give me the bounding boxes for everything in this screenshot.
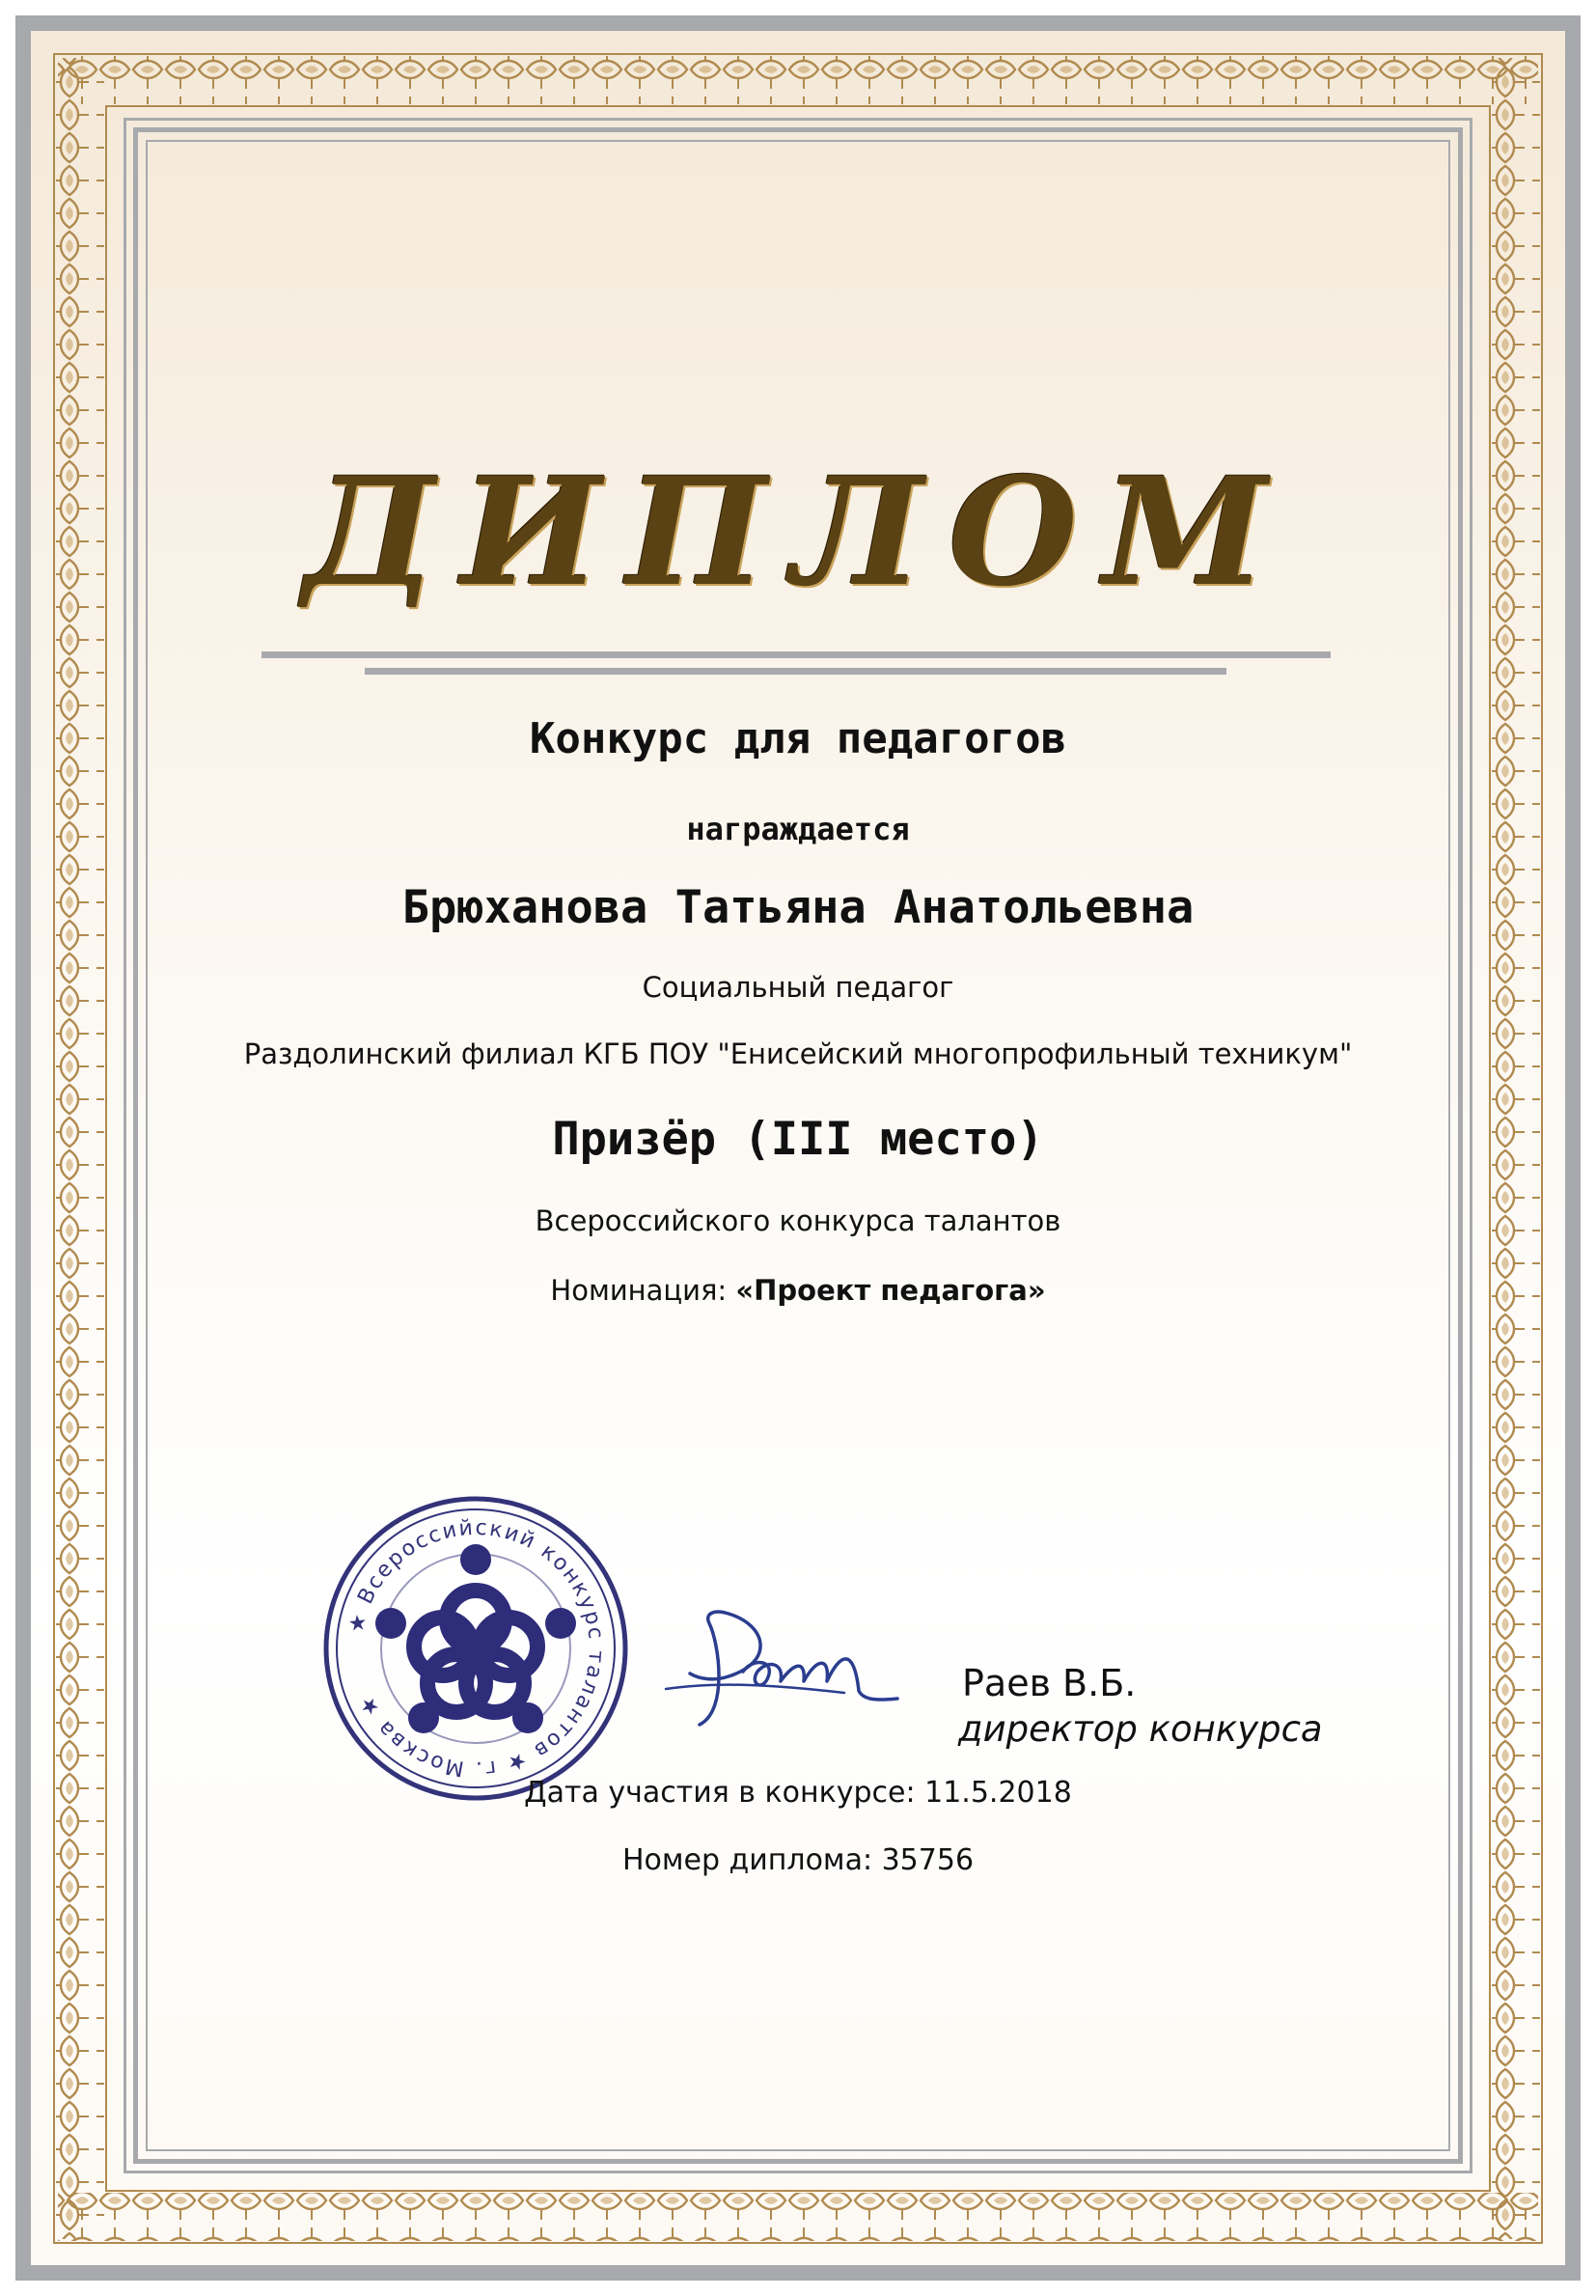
diploma-number: Номер диплома: 35756 [621,1843,975,1877]
recipient-position: Социальный педагог [642,971,954,1004]
prize-title: Призёр (III место) [552,1113,1044,1166]
svg-text:★ Всероссийский конкурс талант: ★ Всероссийский конкурс талантов ★ г. Москва ★ [344,1515,609,1782]
diploma-title: ДИПЛОМ [303,445,1293,620]
nomination [0,1274,1596,1307]
nomination-label: Номинация: [550,1274,728,1307]
nomination-value: «Проект педагога» [735,1274,1046,1307]
competition-name: Всероссийского конкурса талантов [535,1204,1061,1237]
signatory-role: директор конкурса [958,1708,1323,1750]
recipient-name: Брюханова Татьяна Анатольевна [401,881,1195,934]
people-knot-emblem [375,1544,576,1733]
awarded-label: награждается [686,811,910,847]
contest-seal [321,1494,630,1803]
title-rule-lower [365,668,1226,675]
participation-date: Дата участия в конкурсе: 11.5.2018 [524,1776,1072,1810]
director-signature [661,1604,912,1749]
title-rule-upper [261,651,1331,658]
recipient-organization: Раздолинский филиал КГБ ПОУ "Енисейский многопрофильный техникум" [243,1037,1353,1070]
signatory-name: Раев В.Б. [962,1662,1137,1704]
contest-name: Конкурс для педагогов [529,714,1067,763]
